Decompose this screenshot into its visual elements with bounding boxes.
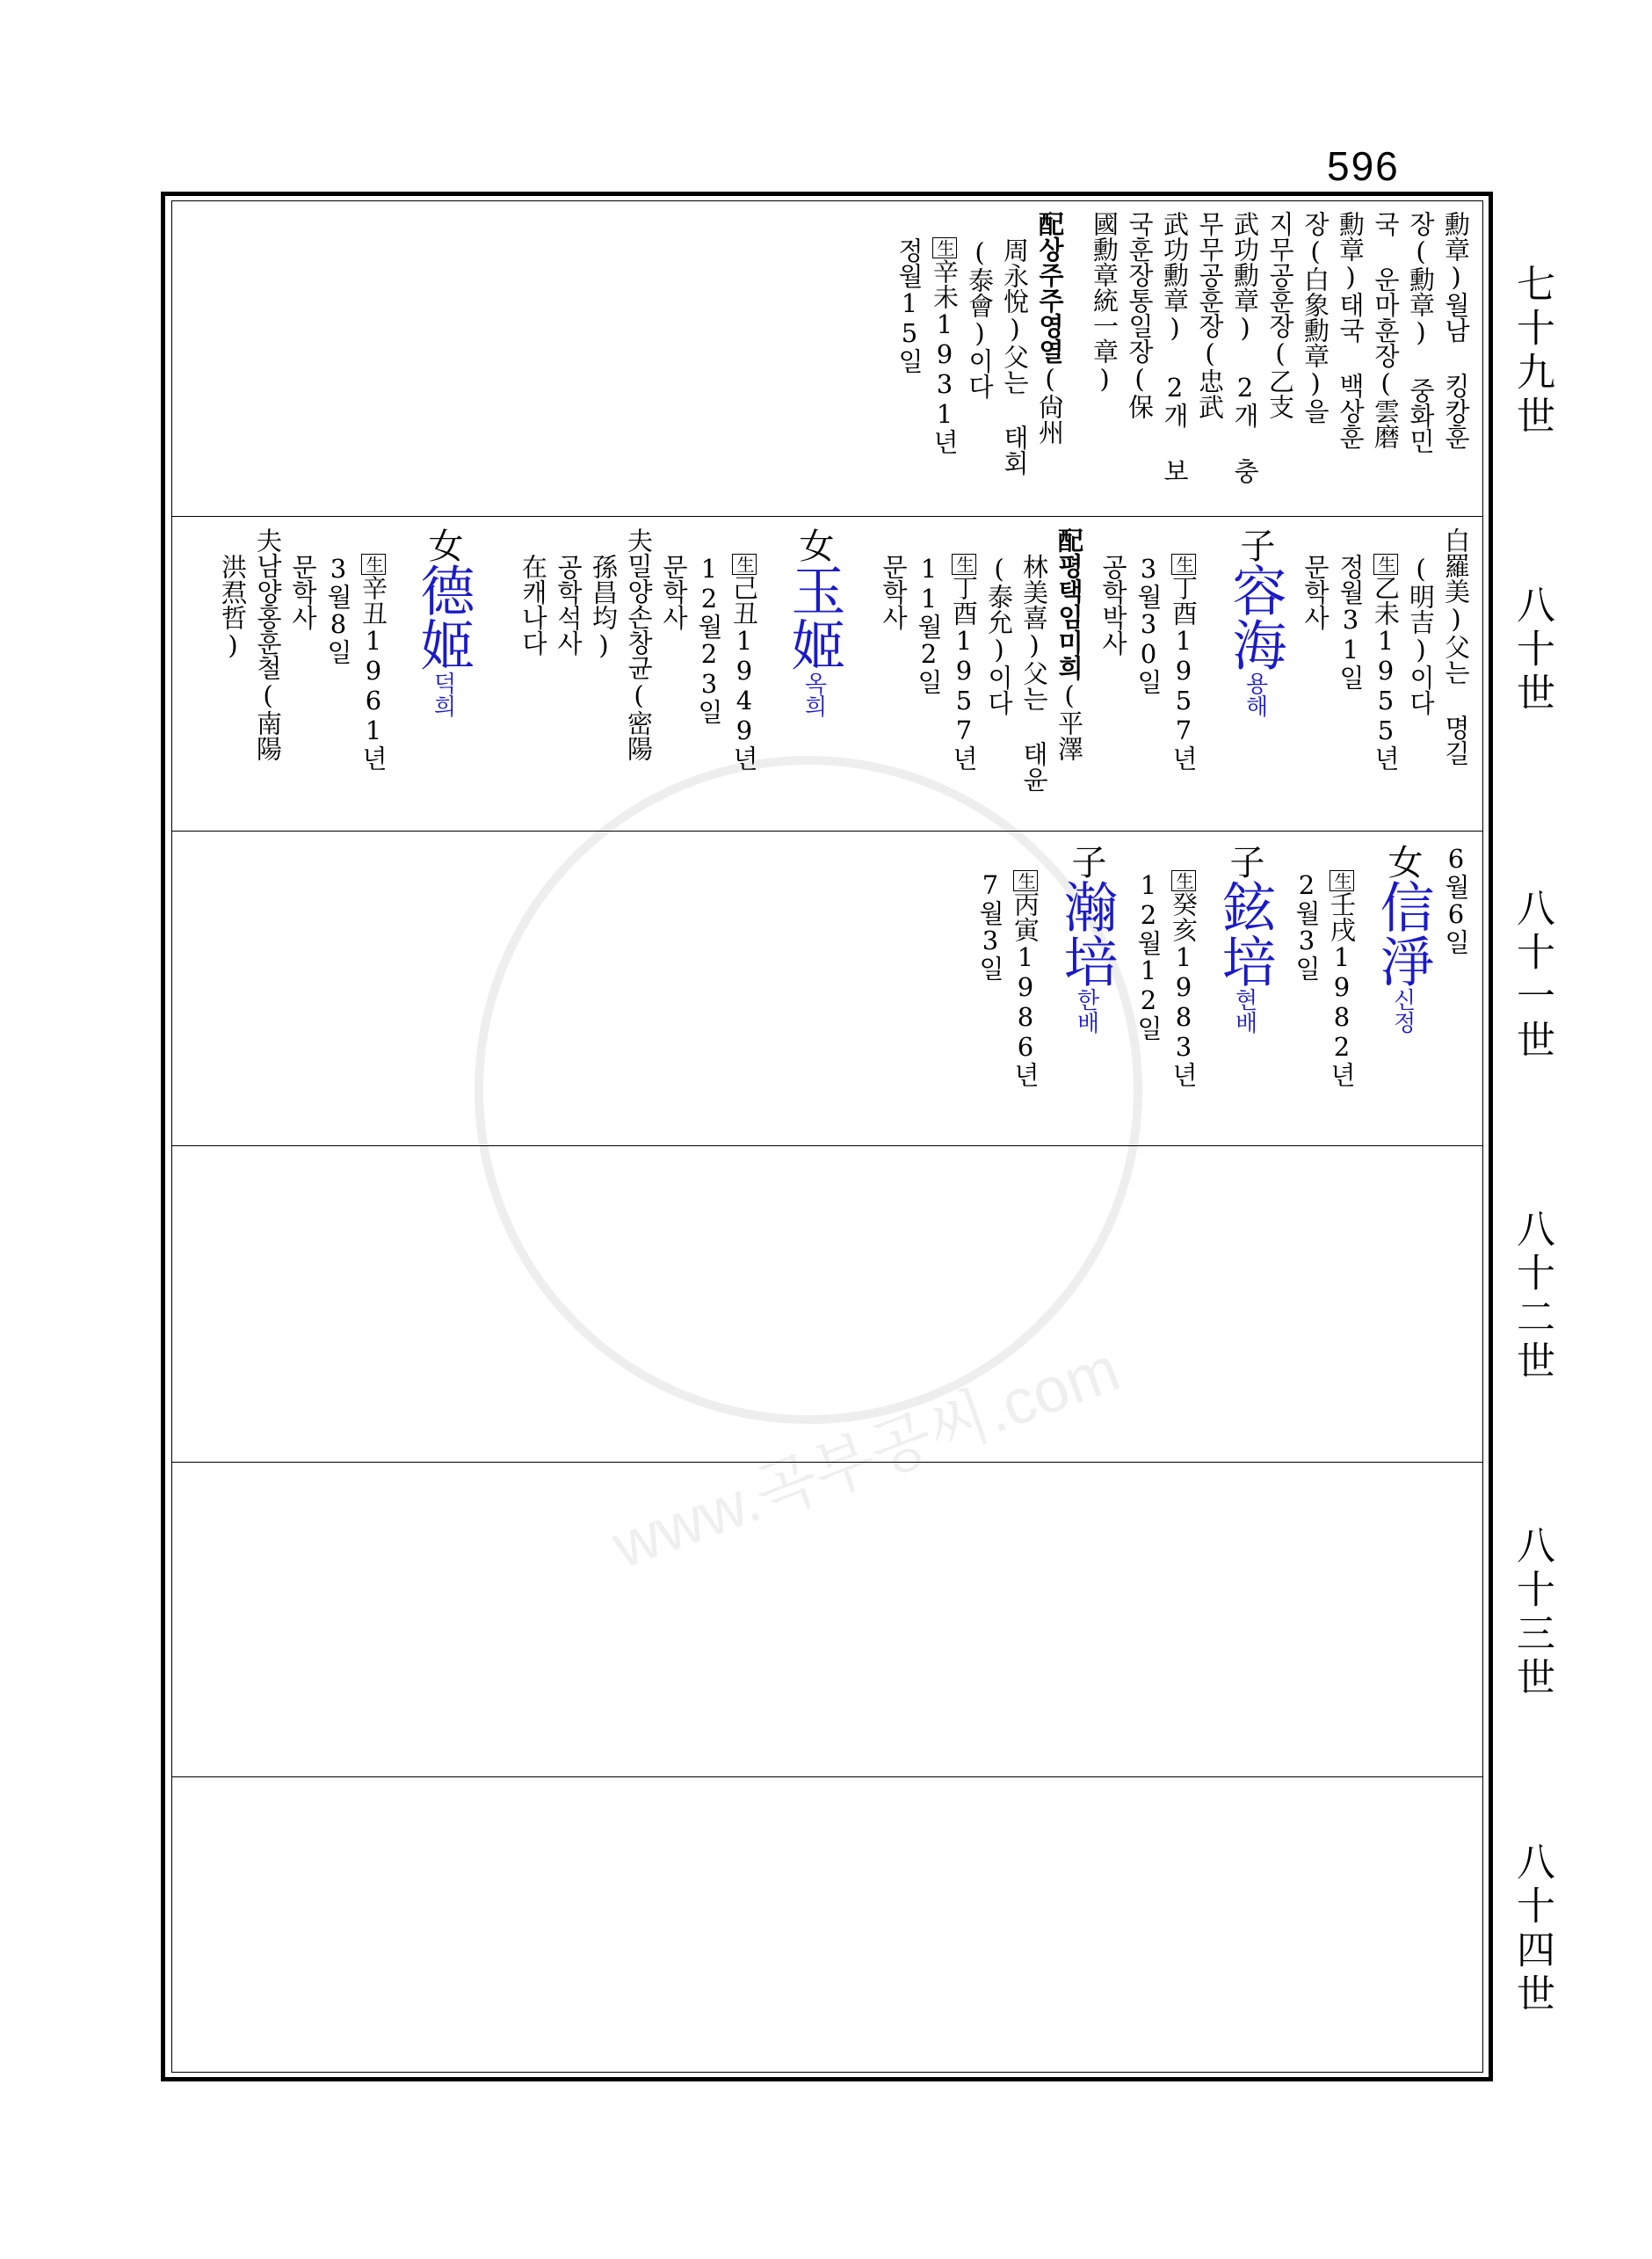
child3-hangul: 한배 [1073,988,1099,1034]
child3-date: 7월3일 [975,870,1005,981]
child2-entry [1213,844,1276,1034]
daughter1-husband: 夫밀양손창균(密陽 [624,527,654,761]
daughter1-husband-2: 孫昌均) [589,554,619,660]
row1-line-1: 勳章)월남 킹캉훈 [1441,211,1471,449]
son-birth-date: 3월30일 [1134,554,1163,694]
daughter2-husband-2: 洪焄哲) [218,554,248,660]
daughter2-job: 문학사 [288,554,318,630]
birth-year: 丁酉1957년 [949,575,979,771]
son-spouse-job: 문학사 [879,554,909,630]
daughter2-entry [411,527,475,717]
birth-year: 辛丑1961년 [359,575,388,771]
row1-line-8: 무무공훈장(忠武 [1195,211,1225,419]
son-name: 容海 [1223,563,1287,672]
row1-line-6: 지무공훈장(乙支 [1265,211,1295,419]
birth-stamp: 生 [953,556,975,573]
birth-year: 壬戌1982년 [1327,891,1357,1087]
daughter2-hangul: 덕희 [430,672,456,717]
birth-stamp: 生 [1173,872,1194,890]
daughter1-date: 12월23일 [694,554,724,724]
spouse-role: 配 [1035,211,1065,236]
spouse-name: 평택임미희 [1054,553,1084,680]
child2-role: 子 [1224,844,1264,879]
spouse-hanja: (平澤 [1054,680,1084,761]
child3-entry [1054,844,1118,1034]
spouse-hanja: (尙州 [1035,364,1065,445]
child3-name: 瀚培 [1054,879,1119,988]
row1-line-3: 국 운마훈장(雲磨 [1371,211,1401,449]
birth-stamp: 生 [734,556,755,573]
row1-birth-date: 정월15일 [895,237,924,374]
row1-line-4: 勳章)태국 백상훈 [1336,211,1366,449]
birth-year: 丁酉1957년 [1169,575,1199,771]
watermark-text: www.곡부공씨.com [603,1333,1129,1582]
row1-line-2: 장(勳章) 중화민 [1406,211,1436,454]
son-spouse-line-1: 林美喜)父는 태윤 [1019,554,1049,792]
row1-line-11: 國勳章統一章) [1090,211,1119,394]
page-number: 596 [1327,143,1400,189]
row3-top-date: 6월6일 [1441,844,1471,955]
row1-spouse-line-1: 周永悅)父는 태회 [1000,237,1030,476]
daughter2-husband: 夫남양홍훈철(南陽 [253,527,283,761]
birth-year: 丙寅1986년 [1011,891,1040,1087]
row1-line-10: 국훈장통일장(保 [1125,211,1155,419]
birth-year: 己丑1949년 [729,575,759,771]
daughter1-role: 女 [793,527,834,563]
son-spouse-line-2: (泰允)이다 [984,554,1014,715]
birth-stamp: 生 [1331,872,1352,890]
child3-role: 子 [1066,844,1106,879]
child1-name: 信淨 [1371,879,1435,988]
generation-label-82: 八十二世 [1510,1209,1554,1384]
row1-line-7: 武功勳章) 2개 충 [1230,211,1260,483]
spouse-name: 상주주영열 [1035,236,1065,364]
generation-label-84: 八十四世 [1510,1841,1554,2017]
birth-stamp: 生 [1173,556,1194,573]
generation-label-80: 八十世 [1510,585,1554,716]
row1-line-9: 武功勳章) 2개 보 [1160,211,1190,483]
son-role: 子 [1235,527,1275,563]
daughter1-name: 玉姬 [782,563,846,672]
child2-date: 12월12일 [1134,870,1163,1041]
daughter2-date: 3월8일 [323,554,353,665]
daughter1-entry [782,527,845,717]
birth-year: 癸亥1983년 [1169,891,1199,1087]
daughter1-husband-location: 在캐나다 [518,554,548,656]
generation-label-81: 八十一世 [1510,888,1554,1064]
row1-line-5: 장(白象勳章)을 [1301,211,1330,424]
daughter1-job: 문학사 [659,554,689,630]
child1-entry [1371,844,1434,1034]
generation-label-79: 七十九世 [1510,264,1554,439]
child2-name: 鉉培 [1213,879,1277,988]
daughter2-name: 德姬 [411,563,475,672]
son-spouse-date: 11월2일 [914,554,944,694]
spouse-role: 配 [1054,527,1084,553]
daughter2-role: 女 [423,527,463,563]
son-entry [1223,527,1286,717]
child1-role: 女 [1382,844,1423,879]
row2-line-1: 白羅美)父는 명길 [1441,527,1471,766]
row2-line-2: (明吉)이다 [1406,554,1436,715]
generation-label-83: 八十三世 [1510,1525,1554,1701]
birth-year: 乙未1955년 [1371,575,1401,771]
row-83rd-generation [171,1463,1483,1777]
child2-hangul: 현배 [1231,988,1257,1034]
row2-occupation1: 문학사 [1301,554,1330,630]
child1-hangul: 신정 [1389,988,1416,1034]
row2-birth1-date: 정월31일 [1336,554,1366,690]
child1-date: 2월3일 [1292,870,1322,981]
birth-year: 辛未1931년 [930,258,960,454]
son-job: 공학박사 [1098,554,1128,656]
row-82nd-generation [171,1146,1483,1463]
row1-spouse-line-2: (泰會)이다 [965,237,995,399]
birth-stamp: 生 [1375,556,1396,573]
birth-stamp: 生 [934,239,955,257]
son-hangul: 용해 [1242,672,1268,717]
daughter1-husband-job: 공학석사 [554,554,583,656]
birth-stamp: 生 [363,556,384,573]
daughter1-hangul: 옥희 [801,672,827,717]
birth-stamp: 生 [1015,872,1036,890]
